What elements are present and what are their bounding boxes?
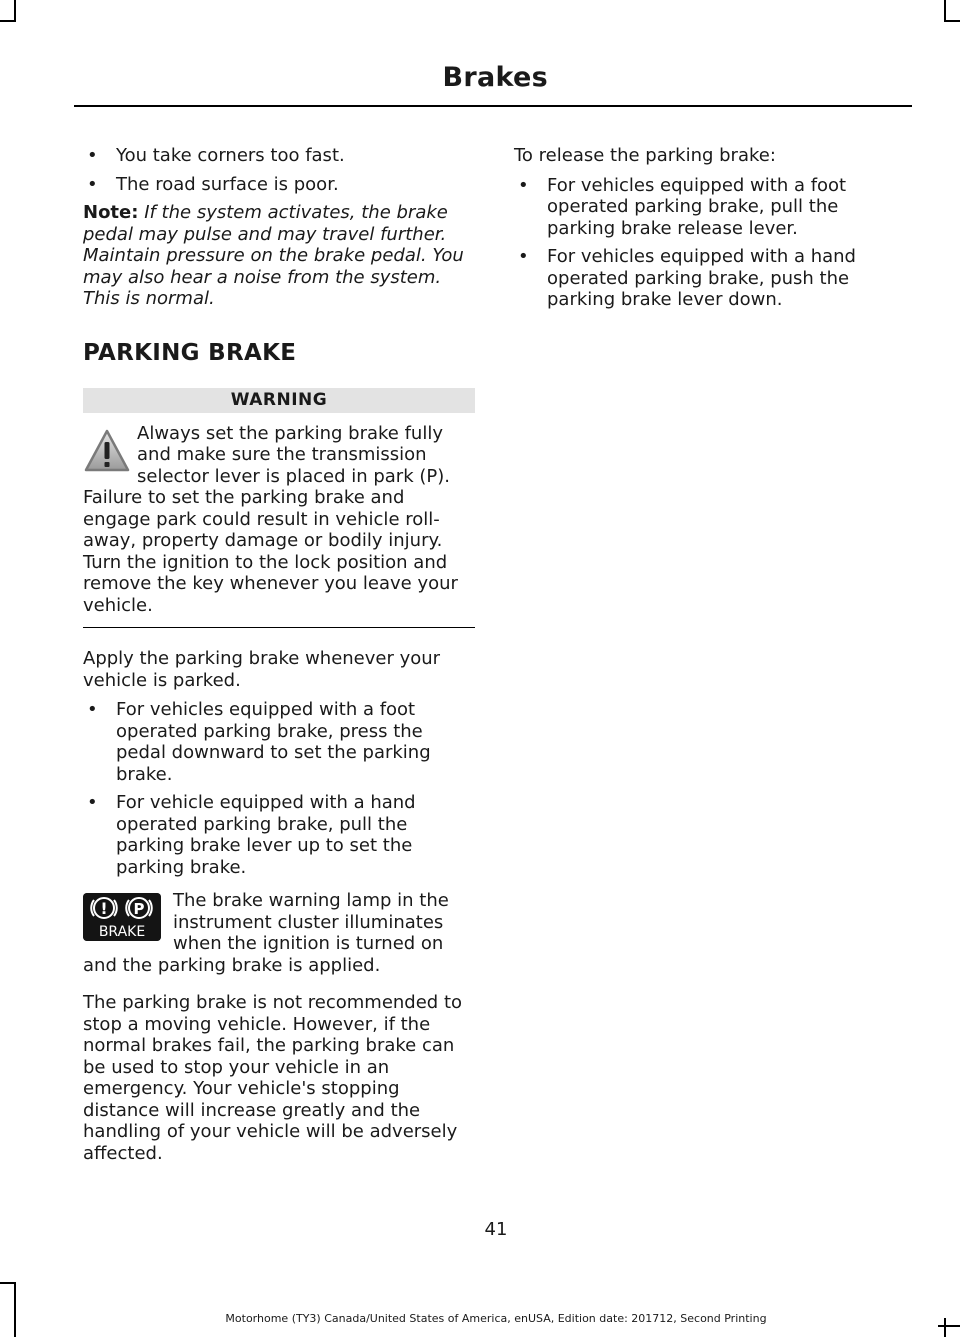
note-label: Note: (83, 202, 139, 223)
lamp-glyph-p: P (133, 900, 145, 918)
right-column (514, 145, 906, 318)
lamp-label: BRAKE (98, 924, 146, 940)
bullet-marker: • (87, 145, 98, 166)
list-item (83, 699, 475, 785)
paragraph: To release the parking brake: (514, 145, 776, 166)
list-item (83, 792, 475, 878)
list-item (514, 246, 906, 311)
bullet-marker: • (518, 246, 529, 267)
page-number-text: 41 (484, 1219, 508, 1240)
paragraph: The brake warning lamp in the instrument cluster illuminates when the ignition is turned on and the parking brake is applied. (83, 890, 449, 976)
bullet-marker: • (518, 174, 529, 196)
crop-mark (14, 0, 16, 22)
list-item (83, 145, 475, 167)
note-text: If the system activates, the brake pedal may pulse and may travel further. Maintain pressure on the brake pedal. You may also hear a noise from the system. This is normal. (83, 202, 464, 309)
footer-text: Motorhome (TY3) Canada/United States of America, enUSA, Edition date: 201712, Second Printing (225, 1312, 767, 1325)
crop-mark (0, 20, 16, 22)
list-item-text: For vehicles equipped with a foot operated parking brake, pull the parking brake release lever. (547, 174, 847, 239)
page-title: Brakes (442, 62, 548, 93)
warning-box (83, 423, 475, 617)
crop-mark (944, 20, 960, 22)
crop-mark (938, 1325, 960, 1327)
paragraph: Apply the parking brake whenever your vehicle is parked. (83, 648, 441, 691)
bullet-marker: • (87, 173, 98, 195)
list-item-text: For vehicles equipped with a hand operated parking brake, push the parking brake lever down. (547, 246, 856, 310)
warning-divider (83, 627, 475, 628)
footer (0, 1312, 960, 1325)
section-heading: PARKING BRAKE (83, 339, 297, 366)
lamp-glyph-exclamation: ! (100, 899, 108, 918)
warning-triangle-icon (83, 427, 131, 475)
list-item-text: You take corners too fast. (116, 145, 345, 166)
brake-warning-lamp-icon (83, 893, 161, 941)
warning-label: WARNING (83, 388, 475, 413)
list-item (83, 174, 475, 196)
list-item (514, 175, 906, 240)
list-item-text: For vehicle equipped with a hand operated parking brake, pull the parking brake lever up to set the parking brake. (116, 792, 416, 878)
crop-mark (944, 0, 946, 22)
bullet-marker: • (87, 792, 98, 813)
warning-text: Always set the parking brake fully and make sure the transmission selector lever is placed in park (P). Failure to set the parking brake and engage park could result in vehicle roll-away, property damage or bodily injury. Turn the ignition to the lock position and remove the key whenever you leave your vehicle. (83, 422, 458, 616)
bullet-marker: • (87, 699, 98, 720)
paragraph: The parking brake is not recommended to stop a moving vehicle. However, if the normal brakes fail, the parking brake can be used to stop your vehicle in an emergency. Your vehicle's stopping distance will increase greatly and the handling of your vehicle will be adversely affected. (83, 992, 463, 1164)
brake-lamp-block (83, 890, 475, 976)
crop-mark (0, 1282, 16, 1284)
list-item-text: For vehicles equipped with a foot operated parking brake, press the pedal downward to set the parking brake. (116, 699, 431, 785)
note (83, 202, 475, 310)
list-item-text: The road surface is poor. (116, 173, 339, 195)
crop-mark (14, 1282, 16, 1337)
page-number (0, 1219, 960, 1240)
header-divider (74, 105, 912, 107)
left-column (83, 145, 475, 1172)
